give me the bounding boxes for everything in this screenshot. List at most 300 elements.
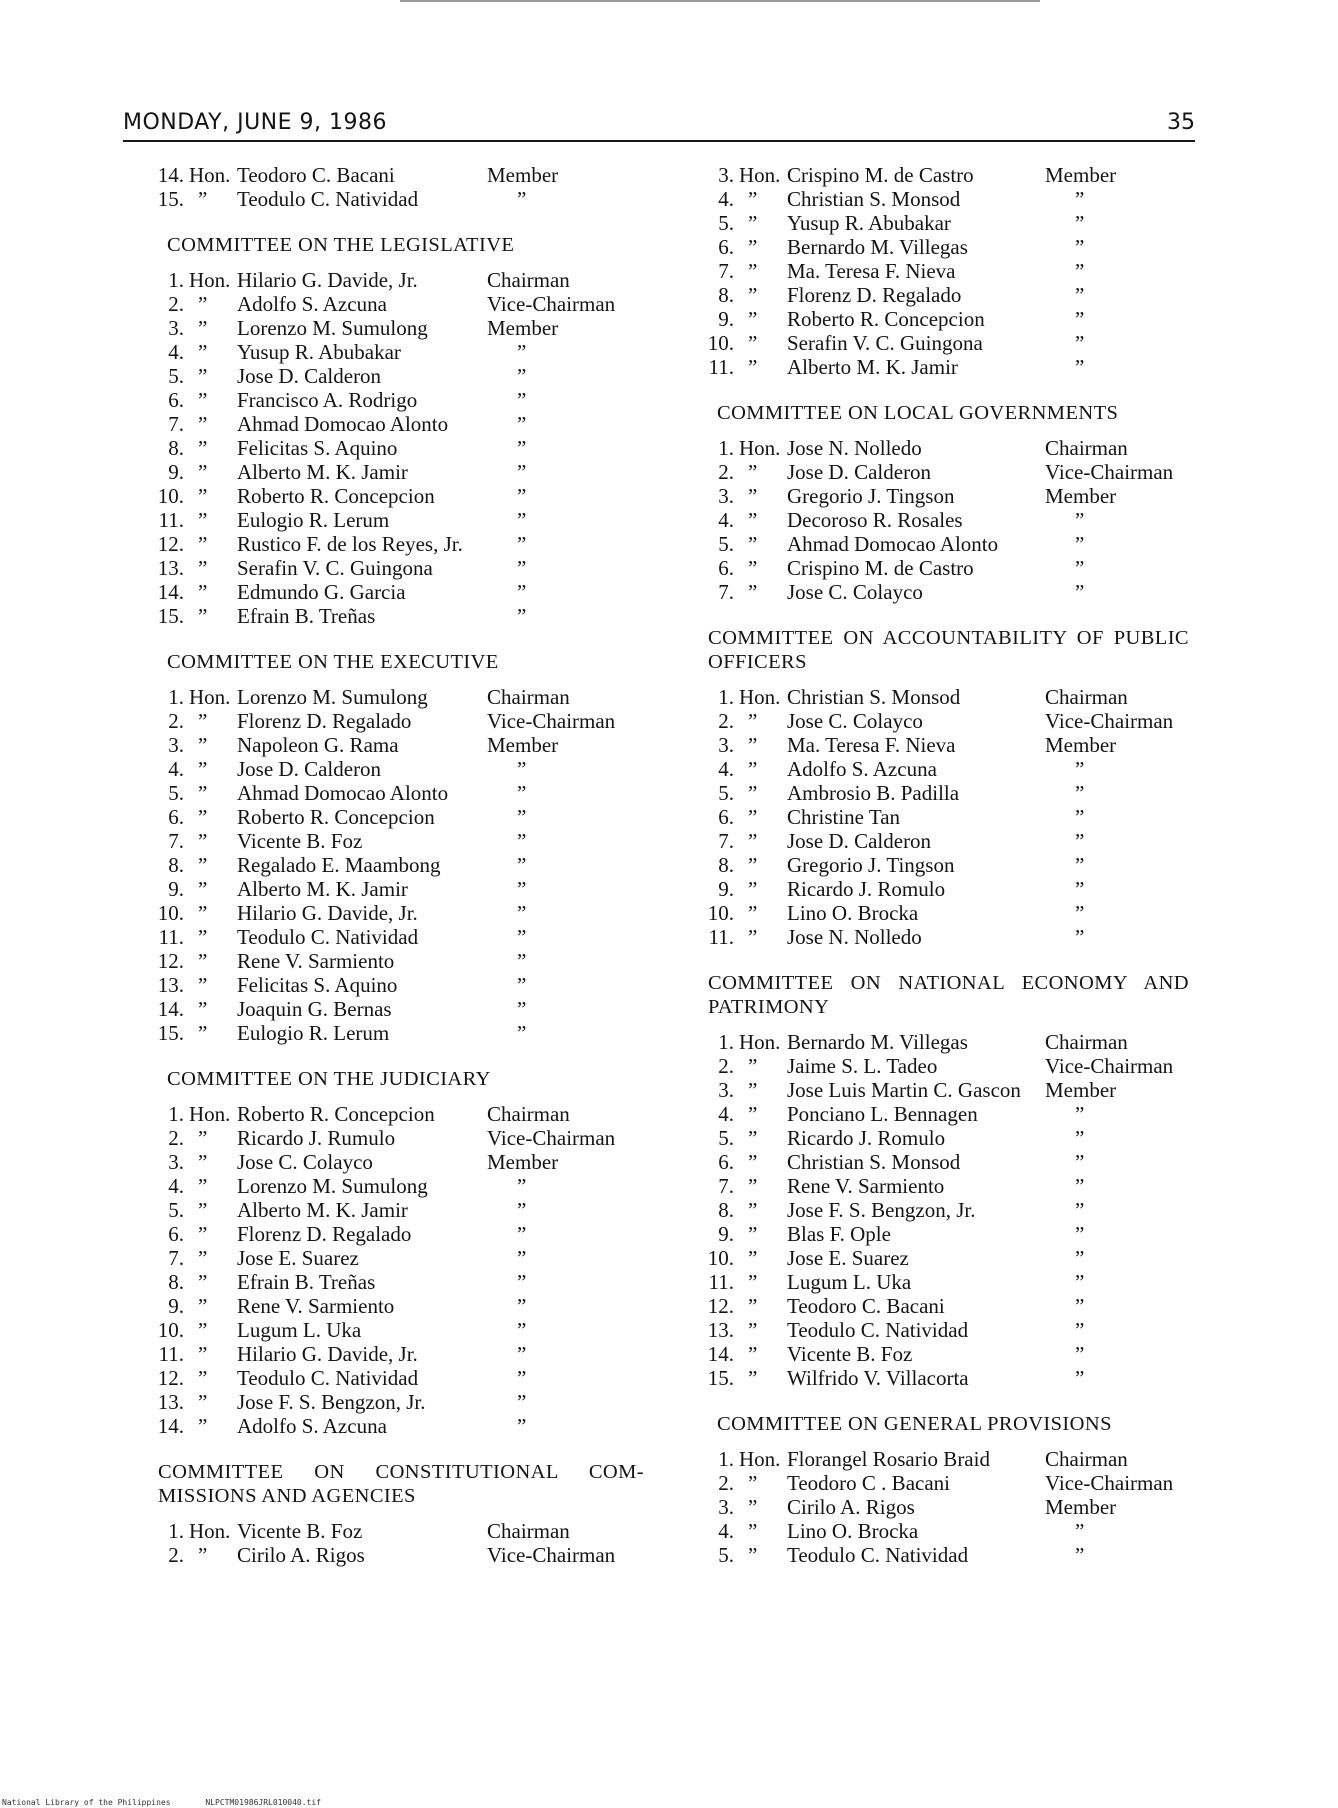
member-role: Vice-Chairman (487, 1543, 616, 1567)
member-prefix: ” (198, 388, 208, 412)
member-role: ” (1075, 187, 1085, 211)
member-number: 15. (157, 187, 184, 211)
member-number: 6. (718, 1150, 734, 1174)
member-row (150, 1318, 650, 1342)
member-row (150, 1519, 650, 1543)
section-spacer (150, 1045, 650, 1067)
member-number: 11. (708, 355, 734, 379)
member-prefix: ” (198, 484, 208, 508)
member-role: ” (517, 853, 527, 877)
section-spacer (150, 628, 650, 650)
member-role: ” (517, 925, 527, 949)
member-name: Jose D. Calderon (787, 829, 932, 853)
member-name: Lorenzo M. Sumulong (237, 1174, 428, 1198)
member-prefix: ” (748, 1318, 758, 1342)
member-role: Vice-Chairman (487, 1126, 616, 1150)
member-prefix: Hon. (739, 1447, 781, 1471)
member-row (700, 211, 1195, 235)
member-number: 2. (718, 1054, 734, 1078)
member-number: 4. (168, 757, 184, 781)
member-prefix: ” (198, 460, 208, 484)
member-name: Jose E. Suarez (237, 1246, 359, 1270)
member-role: ” (1075, 355, 1085, 379)
member-prefix: ” (198, 580, 208, 604)
member-role: Chairman (1045, 436, 1128, 460)
member-number: 3. (168, 733, 184, 757)
member-name: Yusup R. Abubakar (237, 340, 401, 364)
member-row (700, 1150, 1195, 1174)
member-prefix: ” (198, 1390, 208, 1414)
member-name: Vicente B. Foz (237, 1519, 363, 1543)
member-row (150, 829, 650, 853)
member-name: Jose D. Calderon (237, 364, 382, 388)
member-name: Teodoro C. Bacani (787, 1294, 945, 1318)
member-name: Jose Luis Martin C. Gascon (787, 1078, 1021, 1102)
member-number: 1. (718, 1447, 734, 1471)
committee-title: COMMITTEE ON GENERAL PROVISIONS (717, 1413, 1112, 1435)
member-role: ” (1075, 307, 1085, 331)
committee-section (700, 604, 1195, 949)
member-prefix: ” (198, 1270, 208, 1294)
member-number: 1. (168, 268, 184, 292)
member-number: 1. (168, 1519, 184, 1543)
member-role: ” (517, 508, 527, 532)
member-role: ” (517, 532, 527, 556)
member-prefix: ” (198, 556, 208, 580)
member-name: Jose C. Colayco (787, 709, 923, 733)
member-role: ” (1075, 1246, 1085, 1270)
member-role: ” (1075, 1198, 1085, 1222)
member-number: 2. (168, 1126, 184, 1150)
member-prefix: ” (748, 1054, 758, 1078)
member-role: ” (1075, 853, 1085, 877)
member-role: Member (487, 1150, 559, 1174)
member-role: ” (1075, 877, 1085, 901)
member-role: ” (1075, 211, 1085, 235)
member-row (150, 556, 650, 580)
member-prefix: ” (198, 973, 208, 997)
member-role: ” (517, 1366, 527, 1390)
member-name: Teodulo C. Natividad (237, 925, 419, 949)
member-row (150, 580, 650, 604)
member-number: 12. (157, 1366, 184, 1390)
member-name: Jose F. S. Bengzon, Jr. (237, 1390, 426, 1414)
member-number: 8. (718, 1198, 734, 1222)
member-row (700, 484, 1195, 508)
member-row (150, 364, 650, 388)
member-row (150, 1222, 650, 1246)
member-row (700, 331, 1195, 355)
member-row (150, 187, 650, 211)
member-prefix: ” (198, 187, 208, 211)
member-name: Teodulo C. Natividad (237, 187, 419, 211)
member-row (700, 1222, 1195, 1246)
member-role: Member (1045, 484, 1117, 508)
member-prefix: ” (198, 1366, 208, 1390)
member-row (150, 925, 650, 949)
member-number: 1. (168, 1102, 184, 1126)
member-role: ” (517, 1342, 527, 1366)
member-name: Lino O. Brocka (787, 901, 919, 925)
member-role: ” (517, 460, 527, 484)
section-spacer (150, 1438, 650, 1460)
member-number: 1. (718, 685, 734, 709)
member-row (700, 1102, 1195, 1126)
member-role: ” (517, 901, 527, 925)
member-role: Chairman (487, 268, 570, 292)
member-prefix: ” (198, 901, 208, 925)
member-prefix: ” (198, 436, 208, 460)
member-number: 8. (718, 853, 734, 877)
member-prefix: ” (748, 1342, 758, 1366)
member-role: Member (1045, 1078, 1117, 1102)
member-row (150, 292, 650, 316)
member-number: 11. (158, 508, 184, 532)
member-role: ” (517, 781, 527, 805)
member-number: 3. (718, 1078, 734, 1102)
member-name: Eulogio R. Lerum (237, 1021, 390, 1045)
member-role: ” (1075, 1102, 1085, 1126)
member-number: 3. (718, 733, 734, 757)
member-role: ” (517, 436, 527, 460)
member-role: ” (1075, 1366, 1085, 1390)
member-name: Alberto M. K. Jamir (237, 1198, 408, 1222)
member-name: Lorenzo M. Sumulong (237, 316, 428, 340)
member-role: Vice-Chairman (1045, 460, 1174, 484)
member-prefix: ” (198, 1021, 208, 1045)
member-prefix: ” (198, 532, 208, 556)
member-prefix: ” (748, 1102, 758, 1126)
member-name: Cirilo A. Rigos (787, 1495, 915, 1519)
committee-title: COMMITTEE ON THE JUDICIARY (167, 1068, 491, 1090)
member-number: 10. (707, 1246, 734, 1270)
member-prefix: Hon. (739, 1030, 781, 1054)
member-role: ” (517, 412, 527, 436)
member-row (700, 1198, 1195, 1222)
member-row (150, 901, 650, 925)
member-number: 6. (168, 1222, 184, 1246)
member-row (150, 1126, 650, 1150)
section-spacer (700, 1390, 1195, 1412)
member-row (150, 316, 650, 340)
member-row (700, 307, 1195, 331)
member-number: 2. (718, 709, 734, 733)
member-row (150, 1102, 650, 1126)
member-row (150, 1150, 650, 1174)
member-row (150, 1270, 650, 1294)
member-prefix: ” (198, 757, 208, 781)
committee-section (700, 949, 1195, 1390)
member-row (700, 1447, 1195, 1471)
member-row (150, 1543, 650, 1567)
member-row (700, 829, 1195, 853)
committee-section (700, 379, 1195, 604)
member-number: 9. (718, 307, 734, 331)
member-name: Adolfo S. Azcuna (237, 292, 387, 316)
member-prefix: ” (748, 1471, 758, 1495)
member-number: 13. (157, 556, 184, 580)
member-prefix: ” (748, 1222, 758, 1246)
member-name: Serafin V. C. Guingona (237, 556, 433, 580)
member-role: ” (517, 580, 527, 604)
member-role: ” (1075, 331, 1085, 355)
member-number: 12. (157, 532, 184, 556)
page-header (123, 108, 1195, 142)
member-prefix: ” (198, 508, 208, 532)
member-prefix: ” (198, 1414, 208, 1438)
member-number: 4. (718, 187, 734, 211)
member-prefix: ” (198, 1222, 208, 1246)
member-row (150, 340, 650, 364)
member-name: Jose N. Nolledo (787, 925, 922, 949)
member-number: 9. (168, 1294, 184, 1318)
member-row (700, 556, 1195, 580)
footer-library: National Library of the Philippines (2, 1798, 171, 1807)
member-prefix: ” (198, 364, 208, 388)
member-row (150, 1342, 650, 1366)
member-prefix: ” (748, 925, 758, 949)
member-row (700, 685, 1195, 709)
member-role: ” (517, 877, 527, 901)
member-role: ” (1075, 1126, 1085, 1150)
member-number: 4. (718, 1102, 734, 1126)
member-row (700, 805, 1195, 829)
member-name: Adolfo S. Azcuna (237, 1414, 387, 1438)
member-number: 10. (707, 331, 734, 355)
member-role: Chairman (487, 1102, 570, 1126)
member-prefix: ” (198, 829, 208, 853)
member-name: Hilario G. Davide, Jr. (237, 268, 418, 292)
member-name: Rustico F. de los Reyes, Jr. (237, 532, 463, 556)
member-role: ” (517, 829, 527, 853)
member-role: ” (517, 484, 527, 508)
member-prefix: ” (748, 532, 758, 556)
member-row (150, 508, 650, 532)
member-number: 10. (707, 901, 734, 925)
member-name: Jose N. Nolledo (787, 436, 922, 460)
member-name: Bernardo M. Villegas (787, 235, 968, 259)
member-number: 2. (718, 1471, 734, 1495)
member-name: Blas F. Ople (787, 1222, 891, 1246)
member-number: 7. (718, 580, 734, 604)
member-prefix: ” (748, 307, 758, 331)
member-name: Jose E. Suarez (787, 1246, 909, 1270)
member-prefix: ” (748, 331, 758, 355)
member-role: Chairman (1045, 685, 1128, 709)
member-role: ” (517, 1222, 527, 1246)
member-prefix: Hon. (189, 1519, 231, 1543)
member-role: ” (517, 973, 527, 997)
member-number: 5. (718, 211, 734, 235)
member-name: Jose F. S. Bengzon, Jr. (787, 1198, 976, 1222)
member-role: ” (1075, 901, 1085, 925)
member-number: 5. (168, 781, 184, 805)
member-role: ” (517, 556, 527, 580)
member-prefix: ” (198, 1318, 208, 1342)
member-prefix: ” (748, 355, 758, 379)
member-prefix: ” (198, 1294, 208, 1318)
member-prefix: ” (198, 949, 208, 973)
member-role: Member (1045, 1495, 1117, 1519)
scan-footer (2, 1798, 351, 1807)
member-number: 8. (168, 1270, 184, 1294)
member-name: Roberto R. Concepcion (237, 805, 435, 829)
member-number: 2. (168, 1543, 184, 1567)
member-prefix: ” (748, 1495, 758, 1519)
member-row (150, 163, 650, 187)
member-row (150, 685, 650, 709)
footer-file: NLPCTM01986JRL010040.tif (205, 1798, 321, 1807)
member-role: ” (517, 340, 527, 364)
member-number: 1. (718, 1030, 734, 1054)
member-role: ” (517, 1390, 527, 1414)
member-number: 10. (157, 901, 184, 925)
member-name: Vicente B. Foz (237, 829, 363, 853)
member-prefix: ” (748, 1246, 758, 1270)
member-row (700, 1246, 1195, 1270)
member-row (700, 508, 1195, 532)
member-name: Ma. Teresa F. Nieva (787, 733, 956, 757)
member-name: Alberto M. K. Jamir (237, 877, 408, 901)
member-prefix: Hon. (189, 1102, 231, 1126)
member-name: Hilario G. Davide, Jr. (237, 1342, 418, 1366)
member-row (150, 733, 650, 757)
member-number: 10. (157, 1318, 184, 1342)
member-prefix: ” (198, 805, 208, 829)
member-role: Member (487, 316, 559, 340)
member-role: ” (1075, 532, 1085, 556)
member-prefix: ” (748, 1294, 758, 1318)
member-number: 7. (168, 1246, 184, 1270)
member-name: Christine Tan (787, 805, 901, 829)
member-prefix: ” (198, 292, 208, 316)
member-prefix: ” (748, 757, 758, 781)
member-number: 15. (157, 1021, 184, 1045)
member-role: Vice-Chairman (487, 709, 616, 733)
member-name: Ricardo J. Romulo (787, 1126, 946, 1150)
committee-title: COMMITTEE ON THE LEGISLATIVE (167, 234, 515, 256)
member-role: ” (1075, 580, 1085, 604)
member-number: 5. (718, 1126, 734, 1150)
member-role: ” (517, 1414, 527, 1438)
member-row (700, 853, 1195, 877)
member-prefix: ” (748, 781, 758, 805)
member-name: Florenz D. Regalado (237, 1222, 412, 1246)
member-prefix: ” (198, 316, 208, 340)
member-number: 14. (157, 997, 184, 1021)
member-name: Alberto M. K. Jamir (237, 460, 408, 484)
member-row (700, 1030, 1195, 1054)
member-role: ” (1075, 1318, 1085, 1342)
member-number: 11. (708, 1270, 734, 1294)
member-number: 5. (718, 781, 734, 805)
committee-title: COMMITTEE ON CONSTITUTIONAL COM-MISSIONS AND AGENCIES (158, 1461, 644, 1507)
member-prefix: ” (748, 1126, 758, 1150)
member-name: Jaime S. L. Tadeo (787, 1054, 938, 1078)
member-role: ” (1075, 1519, 1085, 1543)
committee-title: COMMITTEE ON THE EXECUTIVE (167, 651, 499, 673)
member-number: 3. (168, 316, 184, 340)
member-number: 7. (718, 1174, 734, 1198)
member-role: ” (1075, 757, 1085, 781)
member-role: Chairman (1045, 1447, 1128, 1471)
member-role: ” (517, 805, 527, 829)
member-number: 14. (157, 163, 184, 187)
member-number: 14. (157, 580, 184, 604)
member-row (700, 235, 1195, 259)
member-number: 11. (158, 925, 184, 949)
member-role: Chairman (487, 1519, 570, 1543)
member-number: 6. (718, 556, 734, 580)
member-role: ” (1075, 829, 1085, 853)
member-role: ” (517, 364, 527, 388)
member-role: ” (517, 604, 527, 628)
member-prefix: ” (198, 997, 208, 1021)
member-row (700, 163, 1195, 187)
member-prefix: ” (748, 235, 758, 259)
member-prefix: Hon. (189, 268, 231, 292)
member-prefix: Hon. (739, 163, 781, 187)
member-name: Ponciano L. Bennagen (787, 1102, 978, 1126)
member-name: Serafin V. C. Guingona (787, 331, 983, 355)
member-role: ” (1075, 556, 1085, 580)
member-name: Jose D. Calderon (237, 757, 382, 781)
member-row (150, 781, 650, 805)
member-number: 2. (718, 460, 734, 484)
member-row (150, 949, 650, 973)
member-role: Vice-Chairman (1045, 709, 1174, 733)
scan-top-edge (400, 0, 1040, 2)
committee-section (150, 1438, 650, 1567)
member-prefix: ” (198, 604, 208, 628)
member-row (150, 997, 650, 1021)
committee-title: COMMITTEE ON LOCAL GOVERNMENTS (717, 402, 1119, 424)
member-name: Felicitas S. Aquino (237, 436, 398, 460)
member-role: ” (1075, 508, 1085, 532)
member-prefix: ” (748, 901, 758, 925)
member-name: Eulogio R. Lerum (237, 508, 390, 532)
member-prefix: ” (748, 556, 758, 580)
member-prefix: ” (748, 1366, 758, 1390)
member-prefix: ” (198, 1342, 208, 1366)
member-number: 8. (718, 283, 734, 307)
member-number: 9. (718, 877, 734, 901)
member-number: 5. (718, 532, 734, 556)
member-role: ” (1075, 1294, 1085, 1318)
member-row (700, 925, 1195, 949)
member-number: 6. (718, 235, 734, 259)
member-name: Regalado E. Maambong (237, 853, 441, 877)
committee-section (150, 211, 650, 628)
member-name: Teodoro C. Bacani (237, 163, 395, 187)
member-number: 8. (168, 436, 184, 460)
committee-section (700, 1390, 1195, 1567)
member-row (700, 532, 1195, 556)
member-number: 15. (157, 604, 184, 628)
member-prefix: ” (748, 580, 758, 604)
member-number: 7. (718, 259, 734, 283)
member-number: 3. (718, 484, 734, 508)
member-name: Adolfo S. Azcuna (787, 757, 937, 781)
member-number: 3. (718, 1495, 734, 1519)
page-number: 35 (1167, 110, 1195, 135)
member-row (700, 460, 1195, 484)
member-role: ” (1075, 1222, 1085, 1246)
member-row (150, 1198, 650, 1222)
member-number: 4. (718, 757, 734, 781)
member-prefix: ” (748, 283, 758, 307)
member-number: 6. (168, 388, 184, 412)
